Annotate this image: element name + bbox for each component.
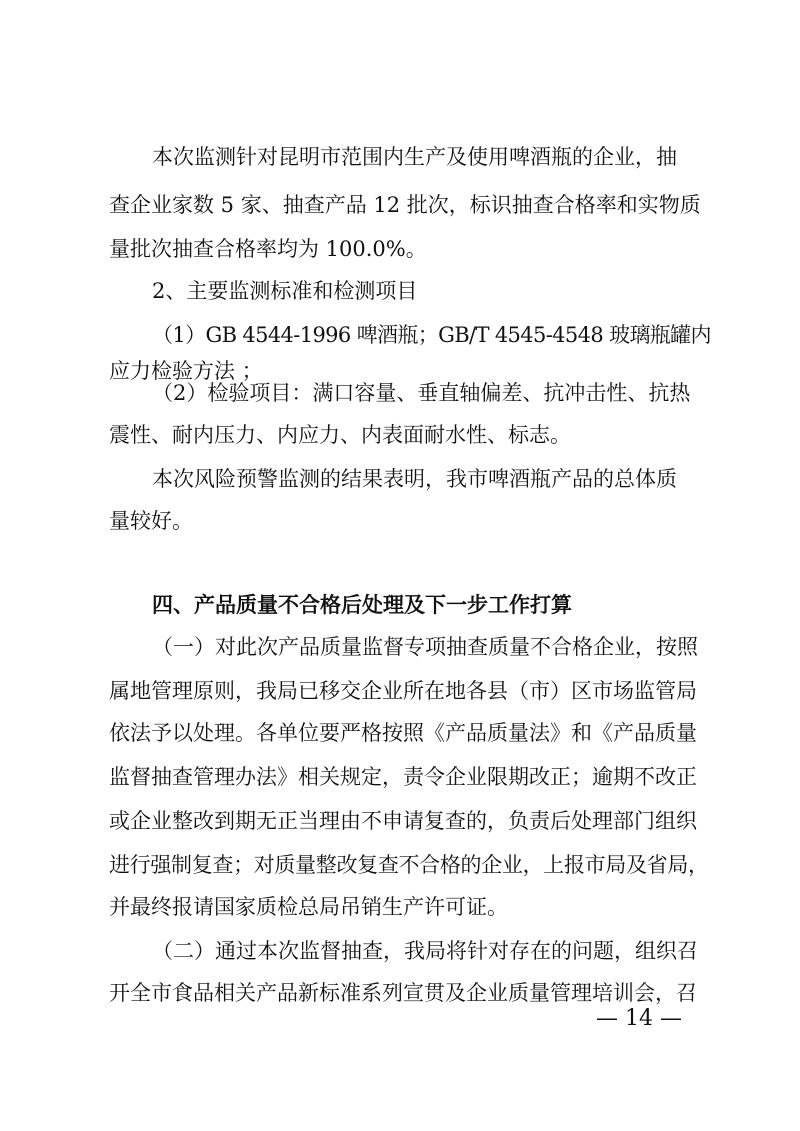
paragraph-line: （2）检验项目：满口容量、垂直轴偏差、抗冲击性、抗热: [152, 381, 691, 405]
paragraph-line: 量批次抽查合格率均为 100.0%。: [109, 237, 427, 261]
paragraph-line: 属地管理原则，我局已移交企业所在地各县（市）区市场监管局: [109, 679, 697, 703]
paragraph-line: 查企业家数 5 家、抽查产品 12 批次，标识抽查合格率和实物质: [109, 193, 701, 217]
paragraph-line: 本次监测针对昆明市范围内生产及使用啤酒瓶的企业，抽: [152, 145, 677, 169]
section-heading: 四、产品质量不合格后处理及下一步工作打算: [152, 593, 572, 617]
paragraph-line: 震性、耐内压力、内应力、内表面耐水性、标志。: [109, 423, 571, 447]
paragraph-line: 应力检验方法 ；: [109, 359, 263, 383]
paragraph-line: 开全市食品相关产品新标准系列宣贯及企业质量管理培训会，召: [109, 981, 697, 1005]
paragraph-line: 量较好。: [109, 509, 193, 533]
paragraph-line: （一）对此次产品质量监督专项抽查质量不合格企业，按照: [152, 635, 698, 659]
paragraph-line: 依法予以处理。各单位要严格按照《产品质量法》和《产品质量: [109, 721, 697, 745]
paragraph-line: （1）GB 4544-1996 啤酒瓶；GB/T 4545-4548 玻璃瓶罐内: [152, 323, 711, 347]
paragraph-line: 并最终报请国家质检总局吊销生产许可证。: [109, 895, 508, 919]
paragraph-line: 进行强制复查；对质量整改复查不合格的企业，上报市局及省局，: [109, 853, 709, 877]
section-subheading: 2、主要监测标准和检测项目: [152, 279, 418, 303]
paragraph-line: 监督抽查管理办法》相关规定，责令企业限期改正；逾期不改正: [109, 765, 697, 789]
paragraph-line: 或企业整改到期无正当理由不申请复查的，负责后处理部门组织: [109, 809, 697, 833]
page-number: — 14 —: [596, 1006, 682, 1031]
paragraph-line: （二）通过本次监督抽查，我局将针对存在的问题，组织召: [152, 939, 698, 963]
paragraph-line: 本次风险预警监测的结果表明，我市啤酒瓶产品的总体质: [152, 467, 677, 491]
